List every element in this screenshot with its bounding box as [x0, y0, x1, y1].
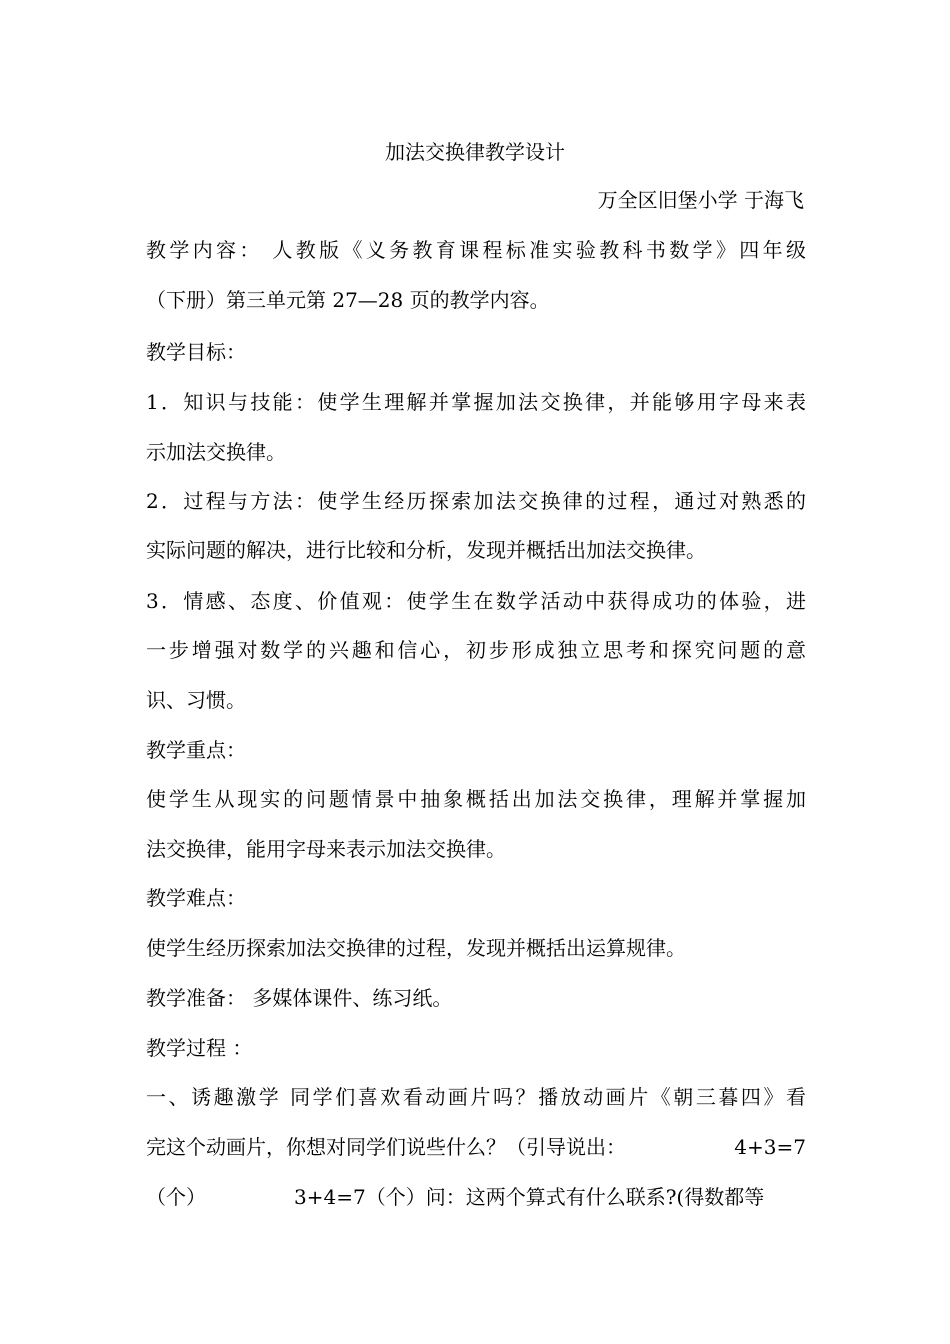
- teaching-content-line-1: 教学内容： 人教版《义务教育课程标准实验教科书数学》四年级: [146, 238, 806, 262]
- objective-1-line-1: 1．知识与技能：使学生理解并掌握加法交换律，并能够用字母来表: [146, 390, 806, 414]
- objective-3-line-2: 一步增强对数学的兴趣和信心，初步形成独立思考和探究问题的意: [146, 638, 806, 662]
- preparation-line: 教学准备： 多媒体课件、练习纸。: [146, 986, 453, 1010]
- process-line-3-unit: （个）: [146, 1185, 206, 1209]
- key-points-line-1: 使学生从现实的问题情景中抽象概括出加法交换律，理解并掌握加: [146, 787, 806, 811]
- process-line-2-equation: 4+3=7: [734, 1135, 806, 1159]
- process-line-2-text: 完这个动画片，你想对同学们说些什么？（引导说出：: [146, 1135, 626, 1159]
- process-line-1: 一、诱趣激学 同学们喜欢看动画片吗？播放动画片《朝三暮四》看: [146, 1085, 806, 1109]
- process-line-3: [146, 1183, 806, 1211]
- process-line-2: [146, 1133, 806, 1161]
- objective-2-line-2: 实际问题的解决，进行比较和分析，发现并概括出加法交换律。: [146, 538, 706, 562]
- difficulties-line: 使学生经历探索加法交换律的过程，发现并概括出运算规律。: [146, 936, 686, 960]
- key-points-heading: 教学重点：: [146, 738, 246, 762]
- objective-3-line-3: 识、习惯。: [146, 688, 246, 712]
- process-line-3-text: 3+4=7（个）问：这两个算式有什么联系?(得数都等: [294, 1185, 765, 1209]
- teaching-content-line-2: （下册）第三单元第 27—28 页的教学内容。: [146, 288, 550, 312]
- objective-3-line-1: 3．情感、态度、价值观：使学生在数学活动中获得成功的体验，进: [146, 589, 806, 613]
- objectives-heading: 教学目标：: [146, 340, 246, 364]
- author-line: 万全区旧堡小学 于海飞: [597, 188, 804, 212]
- objective-1-line-2: 示加法交换律。: [146, 440, 286, 464]
- document-title: 加法交换律教学设计: [385, 140, 565, 164]
- difficulties-heading: 教学难点：: [146, 886, 246, 910]
- process-heading: 教学过程 ：: [146, 1036, 253, 1060]
- key-points-line-2: 法交换律，能用字母来表示加法交换律。: [146, 837, 506, 861]
- objective-2-line-1: 2．过程与方法：使学生经历探索加法交换律的过程，通过对熟悉的: [146, 489, 806, 513]
